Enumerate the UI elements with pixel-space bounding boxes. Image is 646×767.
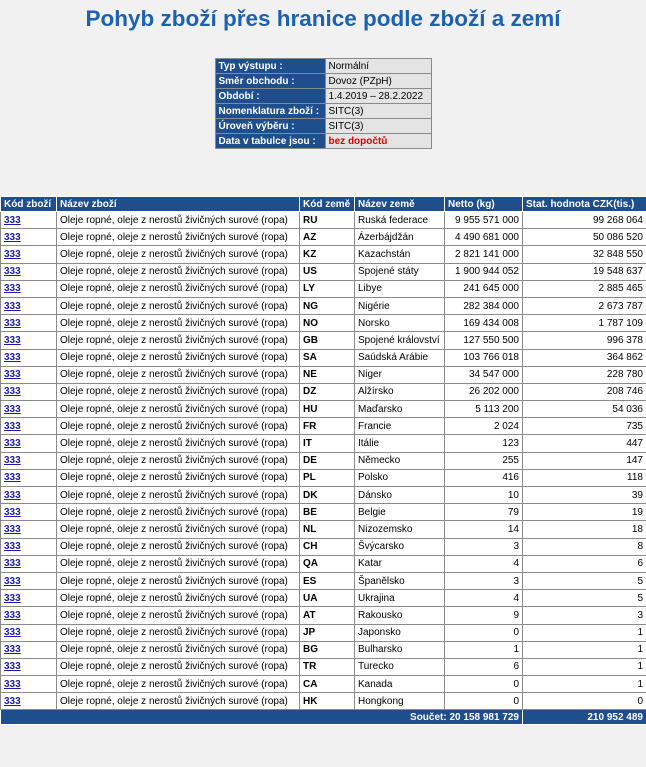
stat-value-cell: 19 548 637: [523, 263, 646, 280]
table-row: [1, 555, 646, 572]
netto-kg-cell: 2 024: [445, 418, 523, 435]
stat-value-cell: 0: [523, 693, 646, 710]
commodity-name-cell: Oleje ropné, oleje z nerostů živičných surové (ropa): [57, 401, 300, 418]
country-code-cell: IT: [300, 435, 355, 452]
country-code-cell: DZ: [300, 383, 355, 400]
country-code-cell: US: [300, 263, 355, 280]
commodity-code-link[interactable]: 333: [4, 438, 21, 450]
commodity-code-link[interactable]: 333: [4, 317, 21, 329]
country-code-cell: SA: [300, 349, 355, 366]
table-row: [1, 246, 646, 263]
netto-kg-cell: 0: [445, 624, 523, 641]
sum-value: 210 952 489: [523, 710, 646, 725]
commodity-code-cell: [1, 469, 57, 486]
commodity-code-link[interactable]: 333: [4, 506, 21, 518]
table-row: [1, 693, 646, 710]
netto-kg-cell: 6: [445, 658, 523, 675]
commodity-code-link[interactable]: 333: [4, 214, 21, 226]
stat-value-cell: 2 673 787: [523, 297, 646, 314]
table-header-row: [1, 197, 646, 212]
stat-value-cell: 208 746: [523, 383, 646, 400]
commodity-code-link[interactable]: 333: [4, 661, 21, 673]
country-name-cell: Itálie: [355, 435, 445, 452]
stat-value-cell: 18: [523, 521, 646, 538]
country-code-cell: RU: [300, 212, 355, 229]
commodity-name-cell: Oleje ropné, oleje z nerostů živičných surové (ropa): [57, 263, 300, 280]
commodity-code-cell: [1, 521, 57, 538]
country-code-cell: NE: [300, 366, 355, 383]
parameter-value: Dovoz (PZpH): [325, 74, 431, 89]
stat-value-cell: 3: [523, 607, 646, 624]
commodity-code-link[interactable]: 333: [4, 558, 21, 570]
commodity-code-cell: [1, 212, 57, 229]
commodity-code-link[interactable]: 333: [4, 386, 21, 398]
stat-value-cell: 447: [523, 435, 646, 452]
netto-kg-cell: 282 384 000: [445, 297, 523, 314]
commodity-name-cell: Oleje ropné, oleje z nerostů živičných surové (ropa): [57, 315, 300, 332]
stat-value-cell: 2 885 465: [523, 280, 646, 297]
country-name-cell: Ukrajina: [355, 590, 445, 607]
country-name-cell: Saúdská Arábie: [355, 349, 445, 366]
netto-kg-cell: 79: [445, 504, 523, 521]
commodity-code-cell: [1, 383, 57, 400]
commodity-code-link[interactable]: 333: [4, 455, 21, 467]
commodity-name-cell: Oleje ropné, oleje z nerostů živičných surové (ropa): [57, 280, 300, 297]
country-code-cell: KZ: [300, 246, 355, 263]
country-code-cell: BG: [300, 641, 355, 658]
parameter-row: [215, 74, 431, 89]
header-country-code: Kód země: [300, 197, 355, 212]
netto-kg-cell: 255: [445, 452, 523, 469]
table-row: [1, 572, 646, 589]
netto-kg-cell: 10: [445, 487, 523, 504]
country-code-cell: UA: [300, 590, 355, 607]
commodity-name-cell: Oleje ropné, oleje z nerostů živičných surové (ropa): [57, 418, 300, 435]
page-title: Pohyb zboží přes hranice podle zboží a zemí: [85, 6, 561, 31]
parameter-value: Normální: [325, 59, 431, 74]
commodity-code-link[interactable]: 333: [4, 609, 21, 621]
table-row: [1, 332, 646, 349]
country-name-cell: Švýcarsko: [355, 538, 445, 555]
country-code-cell: NG: [300, 297, 355, 314]
commodity-name-cell: Oleje ropné, oleje z nerostů živičných surové (ropa): [57, 521, 300, 538]
country-code-cell: CA: [300, 676, 355, 693]
country-code-cell: ES: [300, 572, 355, 589]
table-row: [1, 401, 646, 418]
table-row: [1, 641, 646, 658]
commodity-code-cell: [1, 538, 57, 555]
header-commodity-code: Kód zboží: [1, 197, 57, 212]
country-name-cell: Ruská federace: [355, 212, 445, 229]
table-row: [1, 435, 646, 452]
country-name-cell: Španělsko: [355, 572, 445, 589]
sum-row: [1, 710, 646, 725]
country-name-cell: Spojené státy: [355, 263, 445, 280]
table-row: [1, 229, 646, 246]
table-row: [1, 538, 646, 555]
commodity-code-link[interactable]: 333: [4, 592, 21, 604]
commodity-code-cell: [1, 693, 57, 710]
commodity-name-cell: Oleje ropné, oleje z nerostů živičných surové (ropa): [57, 332, 300, 349]
stat-value-cell: 50 086 520: [523, 229, 646, 246]
netto-kg-cell: 9: [445, 607, 523, 624]
parameter-value: SITC(3): [325, 119, 431, 134]
commodity-code-link[interactable]: 333: [4, 352, 21, 364]
commodity-name-cell: Oleje ropné, oleje z nerostů živičných surové (ropa): [57, 349, 300, 366]
commodity-code-cell: [1, 572, 57, 589]
commodity-code-link[interactable]: 333: [4, 489, 21, 501]
commodity-name-cell: Oleje ropné, oleje z nerostů živičných surové (ropa): [57, 366, 300, 383]
country-name-cell: Nigérie: [355, 297, 445, 314]
country-name-cell: Kazachstán: [355, 246, 445, 263]
commodity-code-link[interactable]: 333: [4, 695, 21, 707]
country-name-cell: Spojené království: [355, 332, 445, 349]
netto-kg-cell: 0: [445, 676, 523, 693]
netto-kg-cell: 0: [445, 693, 523, 710]
table-row: [1, 452, 646, 469]
parameter-row: [215, 59, 431, 74]
commodity-code-cell: [1, 487, 57, 504]
commodity-code-cell: [1, 435, 57, 452]
table-row: [1, 418, 646, 435]
country-name-cell: Libye: [355, 280, 445, 297]
commodity-code-link[interactable]: 333: [4, 644, 21, 656]
commodity-name-cell: Oleje ropné, oleje z nerostů živičných surové (ropa): [57, 693, 300, 710]
commodity-code-link[interactable]: 333: [4, 403, 21, 415]
commodity-name-cell: Oleje ropné, oleje z nerostů živičných surové (ropa): [57, 435, 300, 452]
table-row: [1, 315, 646, 332]
netto-kg-cell: 9 955 571 000: [445, 212, 523, 229]
stat-value-cell: 147: [523, 452, 646, 469]
netto-kg-cell: 123: [445, 435, 523, 452]
stat-value-cell: 228 780: [523, 366, 646, 383]
country-code-cell: QA: [300, 555, 355, 572]
parameter-label: Směr obchodu :: [215, 74, 325, 89]
stat-value-cell: 32 848 550: [523, 246, 646, 263]
netto-kg-cell: 3: [445, 572, 523, 589]
stat-value-cell: 99 268 064: [523, 212, 646, 229]
commodity-name-cell: Oleje ropné, oleje z nerostů živičných surové (ropa): [57, 641, 300, 658]
header-stat-value: Stat. hodnota CZK(tis.): [523, 197, 646, 212]
country-name-cell: Dánsko: [355, 487, 445, 504]
country-name-cell: Turecko: [355, 658, 445, 675]
stat-value-cell: 8: [523, 538, 646, 555]
country-code-cell: BE: [300, 504, 355, 521]
country-name-cell: Belgie: [355, 504, 445, 521]
results-table: [0, 196, 646, 725]
country-code-cell: AT: [300, 607, 355, 624]
commodity-name-cell: Oleje ropné, oleje z nerostů živičných surové (ropa): [57, 469, 300, 486]
commodity-code-cell: [1, 246, 57, 263]
parameter-row: [215, 104, 431, 119]
header-country-name: Název země: [355, 197, 445, 212]
commodity-name-cell: Oleje ropné, oleje z nerostů živičných surové (ropa): [57, 555, 300, 572]
netto-kg-cell: 34 547 000: [445, 366, 523, 383]
country-code-cell: LY: [300, 280, 355, 297]
country-code-cell: NO: [300, 315, 355, 332]
netto-kg-cell: 5 113 200: [445, 401, 523, 418]
sum-label: Součet:: [410, 711, 447, 723]
stat-value-cell: 1: [523, 676, 646, 693]
commodity-code-link[interactable]: 333: [4, 472, 21, 484]
parameter-value: 1.4.2019 – 28.2.2022: [325, 89, 431, 104]
country-code-cell: DK: [300, 487, 355, 504]
commodity-code-cell: [1, 366, 57, 383]
country-code-cell: GB: [300, 332, 355, 349]
table-row: [1, 383, 646, 400]
commodity-name-cell: Oleje ropné, oleje z nerostů živičných surové (ropa): [57, 297, 300, 314]
commodity-code-cell: [1, 297, 57, 314]
country-code-cell: JP: [300, 624, 355, 641]
country-name-cell: Katar: [355, 555, 445, 572]
commodity-code-cell: [1, 555, 57, 572]
netto-kg-cell: 1: [445, 641, 523, 658]
stat-value-cell: 1: [523, 624, 646, 641]
table-row: [1, 263, 646, 280]
country-name-cell: Rakousko: [355, 607, 445, 624]
commodity-code-cell: [1, 349, 57, 366]
table-row: [1, 607, 646, 624]
country-name-cell: Maďarsko: [355, 401, 445, 418]
commodity-name-cell: Oleje ropné, oleje z nerostů živičných surové (ropa): [57, 383, 300, 400]
country-name-cell: Polsko: [355, 469, 445, 486]
parameter-row: [215, 134, 431, 149]
table-row: [1, 487, 646, 504]
table-row: [1, 504, 646, 521]
country-code-cell: PL: [300, 469, 355, 486]
commodity-code-cell: [1, 607, 57, 624]
commodity-code-link[interactable]: 333: [4, 334, 21, 346]
commodity-code-cell: [1, 676, 57, 693]
commodity-code-cell: [1, 452, 57, 469]
table-row: [1, 297, 646, 314]
commodity-code-link[interactable]: 333: [4, 541, 21, 553]
country-code-cell: AZ: [300, 229, 355, 246]
netto-kg-cell: 4 490 681 000: [445, 229, 523, 246]
parameter-label: Úroveň výběru :: [215, 119, 325, 134]
parameter-row: [215, 89, 431, 104]
commodity-code-cell: [1, 401, 57, 418]
netto-kg-cell: 3: [445, 538, 523, 555]
table-row: [1, 521, 646, 538]
commodity-code-link[interactable]: 333: [4, 231, 21, 243]
parameter-label: Typ výstupu :: [215, 59, 325, 74]
commodity-code-cell: [1, 332, 57, 349]
country-name-cell: Niger: [355, 366, 445, 383]
commodity-name-cell: Oleje ropné, oleje z nerostů živičných surové (ropa): [57, 246, 300, 263]
parameters-table: [215, 58, 432, 149]
commodity-code-cell: [1, 418, 57, 435]
stat-value-cell: 118: [523, 469, 646, 486]
table-row: [1, 624, 646, 641]
stat-value-cell: 6: [523, 555, 646, 572]
commodity-code-link[interactable]: 333: [4, 369, 21, 381]
header-commodity-name: Název zboží: [57, 197, 300, 212]
country-code-cell: CH: [300, 538, 355, 555]
commodity-code-cell: [1, 641, 57, 658]
stat-value-cell: 39: [523, 487, 646, 504]
commodity-name-cell: Oleje ropné, oleje z nerostů živičných surové (ropa): [57, 590, 300, 607]
sum-netto-value: 20 158 981 729: [449, 711, 519, 723]
country-code-cell: HK: [300, 693, 355, 710]
netto-kg-cell: 416: [445, 469, 523, 486]
commodity-code-link[interactable]: 333: [4, 420, 21, 432]
netto-kg-cell: 169 434 008: [445, 315, 523, 332]
stat-value-cell: 54 036: [523, 401, 646, 418]
commodity-code-cell: [1, 658, 57, 675]
table-row: [1, 469, 646, 486]
table-row: [1, 658, 646, 675]
commodity-name-cell: Oleje ropné, oleje z nerostů živičných surové (ropa): [57, 229, 300, 246]
table-row: [1, 349, 646, 366]
commodity-name-cell: Oleje ropné, oleje z nerostů živičných surové (ropa): [57, 452, 300, 469]
country-name-cell: Norsko: [355, 315, 445, 332]
header-netto: Netto (kg): [445, 197, 523, 212]
commodity-name-cell: Oleje ropné, oleje z nerostů živičných surové (ropa): [57, 487, 300, 504]
commodity-name-cell: Oleje ropné, oleje z nerostů živičných surové (ropa): [57, 538, 300, 555]
netto-kg-cell: 241 645 000: [445, 280, 523, 297]
stat-value-cell: 19: [523, 504, 646, 521]
commodity-code-cell: [1, 263, 57, 280]
netto-kg-cell: 4: [445, 555, 523, 572]
country-name-cell: Nizozemsko: [355, 521, 445, 538]
commodity-code-cell: [1, 315, 57, 332]
country-code-cell: HU: [300, 401, 355, 418]
country-code-cell: FR: [300, 418, 355, 435]
parameter-value: SITC(3): [325, 104, 431, 119]
country-name-cell: Japonsko: [355, 624, 445, 641]
netto-kg-cell: 26 202 000: [445, 383, 523, 400]
commodity-name-cell: Oleje ropné, oleje z nerostů živičných surové (ropa): [57, 658, 300, 675]
netto-kg-cell: 127 550 500: [445, 332, 523, 349]
stat-value-cell: 1: [523, 658, 646, 675]
commodity-code-cell: [1, 280, 57, 297]
commodity-code-link[interactable]: 333: [4, 523, 21, 535]
country-name-cell: Německo: [355, 452, 445, 469]
country-name-cell: Alžírsko: [355, 383, 445, 400]
country-name-cell: Francie: [355, 418, 445, 435]
parameter-label: Období :: [215, 89, 325, 104]
parameter-row: [215, 119, 431, 134]
commodity-code-link[interactable]: 333: [4, 575, 21, 587]
commodity-code-cell: [1, 229, 57, 246]
commodity-name-cell: Oleje ropné, oleje z nerostů živičných surové (ropa): [57, 572, 300, 589]
commodity-code-cell: [1, 590, 57, 607]
country-name-cell: Bulharsko: [355, 641, 445, 658]
country-name-cell: Ázerbájdžán: [355, 229, 445, 246]
commodity-name-cell: Oleje ropné, oleje z nerostů živičných surové (ropa): [57, 624, 300, 641]
commodity-name-cell: Oleje ropné, oleje z nerostů živičných surové (ropa): [57, 676, 300, 693]
country-code-cell: TR: [300, 658, 355, 675]
table-row: [1, 366, 646, 383]
stat-value-cell: 1 787 109: [523, 315, 646, 332]
table-row: [1, 676, 646, 693]
stat-value-cell: 364 862: [523, 349, 646, 366]
commodity-code-link[interactable]: 333: [4, 678, 21, 690]
stat-value-cell: 996 378: [523, 332, 646, 349]
commodity-code-link[interactable]: 333: [4, 627, 21, 639]
commodity-name-cell: Oleje ropné, oleje z nerostů živičných surové (ropa): [57, 212, 300, 229]
table-row: [1, 590, 646, 607]
commodity-code-link[interactable]: 333: [4, 283, 21, 295]
netto-kg-cell: 4: [445, 590, 523, 607]
country-name-cell: Kanada: [355, 676, 445, 693]
stat-value-cell: 735: [523, 418, 646, 435]
commodity-code-link[interactable]: 333: [4, 266, 21, 278]
country-name-cell: Hongkong: [355, 693, 445, 710]
commodity-name-cell: Oleje ropné, oleje z nerostů živičných surové (ropa): [57, 504, 300, 521]
sum-netto: [1, 710, 523, 725]
netto-kg-cell: 14: [445, 521, 523, 538]
parameter-value: bez dopočtů: [325, 134, 431, 149]
netto-kg-cell: 2 821 141 000: [445, 246, 523, 263]
table-row: [1, 212, 646, 229]
stat-value-cell: 5: [523, 590, 646, 607]
commodity-name-cell: Oleje ropné, oleje z nerostů živičných surové (ropa): [57, 607, 300, 624]
commodity-code-link[interactable]: 333: [4, 248, 21, 260]
commodity-code-link[interactable]: 333: [4, 300, 21, 312]
stat-value-cell: 5: [523, 572, 646, 589]
commodity-code-cell: [1, 624, 57, 641]
country-code-cell: NL: [300, 521, 355, 538]
table-row: [1, 280, 646, 297]
stat-value-cell: 1: [523, 641, 646, 658]
netto-kg-cell: 1 900 944 052: [445, 263, 523, 280]
country-code-cell: DE: [300, 452, 355, 469]
parameter-label: Nomenklatura zboží :: [215, 104, 325, 119]
netto-kg-cell: 103 766 018: [445, 349, 523, 366]
commodity-code-cell: [1, 504, 57, 521]
parameter-label: Data v tabulce jsou :: [215, 134, 325, 149]
